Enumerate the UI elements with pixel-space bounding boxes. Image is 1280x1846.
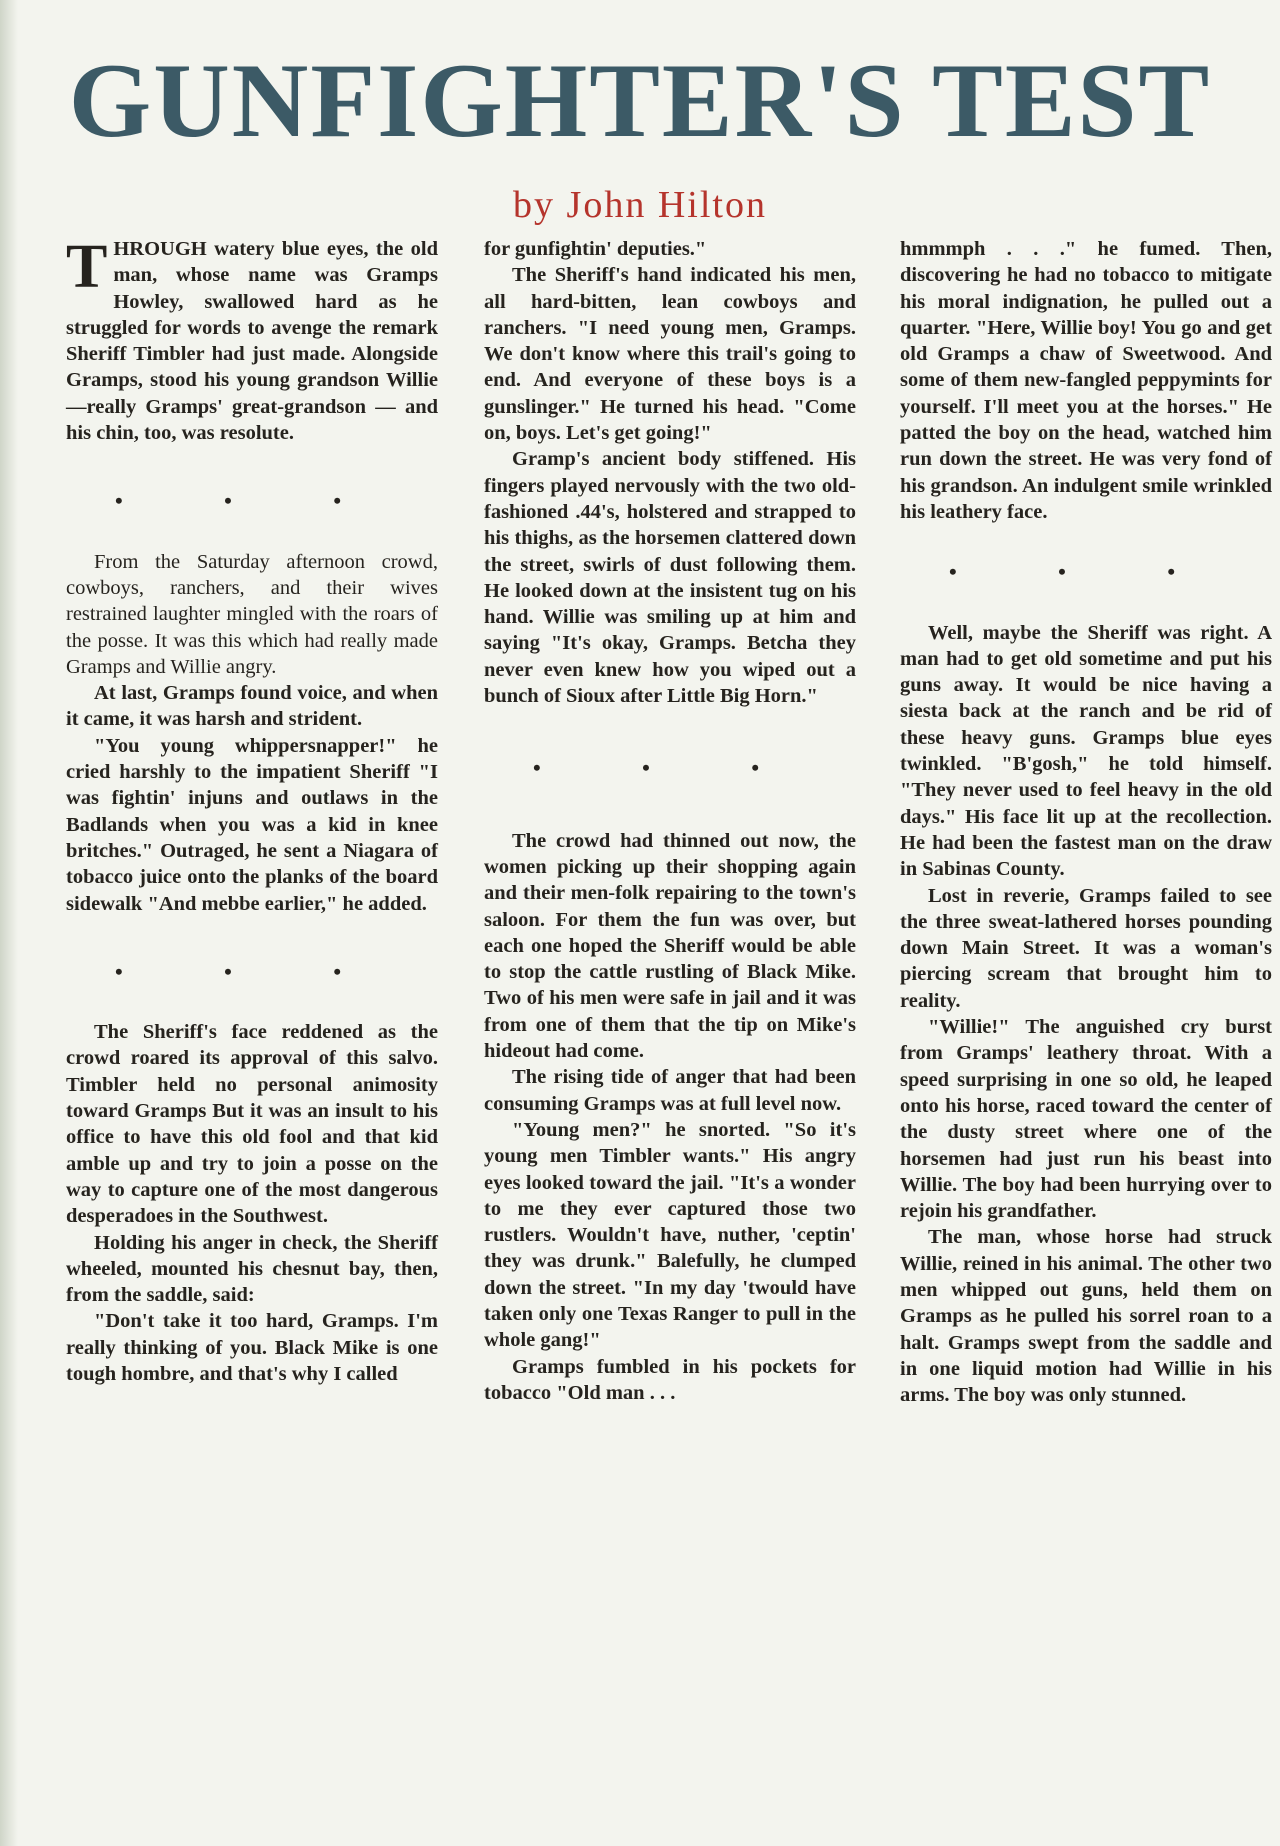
paragraph: The Sheriff's face reddened as the crowd roared its approval of this salvo. Timbler held no personal animosity toward Gramps But it was an insult to his office to have this old fool and that kid amble up and try to join a posse on the way to capture one of the most dangerous desperadoes in the Southwest. (66, 1021, 438, 1228)
section-separator: • • • (948, 559, 1224, 585)
drop-cap: T (66, 233, 108, 301)
paragraph: for gunfightin' deputies." (484, 238, 707, 260)
paragraph: From the Saturday afternoon crowd, cowboys, ranchers, and their wives restrained laughter mingled with the roars of the posse. It was this which had really made Gramps and Willie angry. (66, 550, 438, 678)
paragraph: "Don't take it too hard, Gramps. I'm really thinking of you. Black Mike is one tough hombre, and that's why I called (66, 1310, 438, 1385)
paragraph: The crowd had thinned out now, the women picking up their shopping again and their men-folk repairing to the town's saloon. For them the fun was over, but each one hoped the Sheriff would be able to stop the cattle rustling of Black Mike. Two of his men were safe in jail and it was from one of them that the tip on Mike's hideout had come. (484, 829, 856, 1063)
opening-paragraph (66, 233, 438, 446)
paragraph: The Sheriff's hand indicated his men, all hard-bitten, lean cowboys and ranchers. "I need young men, Gramps. We don't know where this trail's going to end. And everyone of these boys is a gunslinger." He turned his head. "Come on, boys. Let's get going!" (484, 264, 856, 445)
paragraph: "Willie!" The anguished cry burst from Gramps' leathery throat. With a speed surprising in one so old, he leaped onto his horse, raced toward the center of the dusty street where one of the horsemen had just run his beast into Willie. The boy had been hurrying over to rejoin his grandfather. (900, 1016, 1272, 1223)
section-separator: • • • (114, 488, 390, 514)
text-column-2 (484, 236, 856, 1406)
paragraph: Well, maybe the Sheriff was right. A man had to get old sometime and put his guns away. It would be nice having a siesta back at the ranch and be rid of these heavy guns. Gramps blue eyes twinkled. "B'gosh," he told himself. "They never used to feel heavy in the old days." His face lit up at the recollection. He had been the fastest man on the draw in Sabinas County. (900, 621, 1272, 881)
story-title: GUNFIGHTER'S TEST (68, 42, 1212, 159)
paragraph: Gramp's ancient body stiffened. His fingers played nervously with the two old-fashioned .44's, holstered and strapped to his thighs, as the horsemen clattered down the street, swirls of dust following them. He looked down at the insistent tug on his hand. Willie was smiling up at him and saying "It's okay, Gramps. Betcha they never even knew how you wiped out a bunch of Sioux after Little Big Horn." (484, 448, 856, 708)
opening-paragraph-text: HROUGH watery blue eyes, the old man, whose name was Gramps Howley, swallowed hard as he struggled for words to avenge the remark Sheriff Timbler had just made. Alongside Gramps, stood his young grandson Willie—really Gramps' great-grandson — and his chin, too, was resolute. (66, 238, 438, 445)
section-separator: • • • (532, 755, 808, 781)
text-column-3 (900, 236, 1272, 1408)
paragraph: The man, whose horse had struck Willie, reined in his animal. The other two men whipped out guns, held them on Gramps as he pulled his sorrel roan to a halt. Gramps swept from the saddle and in one liquid motion had Willie in his arms. The boy was only stunned. (900, 1226, 1272, 1407)
paragraph: Lost in reverie, Gramps failed to see the three sweat-lathered horses pounding down Main Street. It was a woman's piercing scream that brought him to reality. (900, 884, 1272, 1012)
section-separator: • • • (114, 958, 390, 984)
paragraph: At last, Gramps found voice, and when it came, it was harsh and strident. (66, 682, 438, 731)
paragraph: Holding his anger in check, the Sheriff wheeled, mounted his chesnut bay, then, from the saddle, said: (66, 1231, 438, 1307)
text-column-1 (66, 233, 438, 1387)
paragraph: "You young whippersnapper!" he cried harshly to the impatient Sheriff "I was fightin' injuns and outlaws in the Badlands when you was a kid in knee britches." Outraged, he sent a Niagara of tobacco juice onto the planks of the board sidewalk "And mebbe earlier," he added. (66, 734, 438, 915)
paragraph: Gramps fumbled in his pockets for tobacco "Old man . . . (484, 1355, 856, 1404)
paragraph: "Young men?" he snorted. "So it's young men Timbler wants." His angry eyes looked toward the jail. "It's a wonder to me they ever captured those two rustlers. Wouldn't have, nuther, 'ceptin' they was drunk." Balefully, he clumped down the street. "In my day 'twould have taken only one Texas Ranger to pull in the whole gang!" (484, 1118, 856, 1352)
paragraph: The rising tide of anger that had been consuming Gramps was at full level now. (484, 1066, 856, 1115)
story-byline: by John Hilton (513, 184, 767, 226)
paragraph: hmmmph . . ." he fumed. Then, discovering he had no tobacco to mitigate his moral indignation, he pulled out a quarter. "Here, Willie boy! You go and get old Gramps a chaw of Sweetwood. And some of them new-fangled peppymints for yourself. I'll meet you at the horses." He patted the boy on the head, watched him run down the street. He was very fond of his grandson. An indulgent smile wrinkled his leathery face. (900, 238, 1272, 523)
